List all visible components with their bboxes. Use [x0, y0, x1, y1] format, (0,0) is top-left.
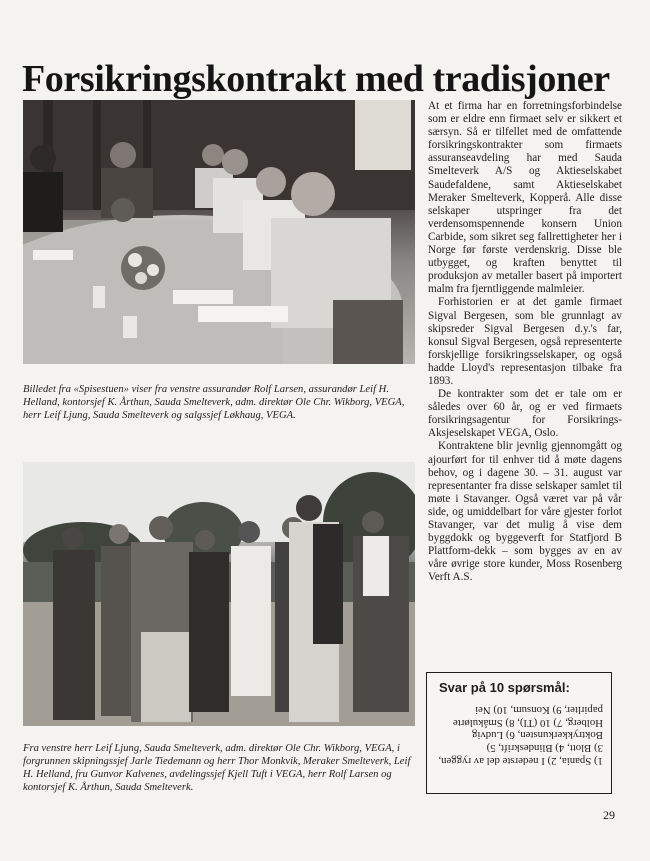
article-title: Forsikringskontrakt med tradisjoner: [22, 58, 610, 101]
article-body: [428, 100, 622, 584]
outdoor-group-caption: Fra venstre herr Leif Ljung, Sauda Smelteverk, adm. direktør Ole Chr. Wikborg, VEGA, i forgrunnen skipningssjef Jarle Tiedemann og herr Thor Monkvik, Meraker Smelteverk, Leif H. Helland, fru Gunvor Kalvenes, avdelingssjef Kjell Tuft i VEGA, herr Rolf Larsen og kontorsjef K. Årthun, Sauda Smelteverk.: [23, 742, 411, 794]
body-paragraph: At et firma har en forretningsforbindelse som er eldre enn firmaet selv er sikkert et særsyn. Så er tilfellet med de omfattende forsikringskontrakter som firmaets assuranseavdeling har med Sauda Smelteverk A/S og Aktieselskabet Saudefaldene, samt Aktieselskabet Meraker Smelteverk, Kopperå. Alle disse selskaper utspringer fra det verdensomspennende konsern Union Carbide, som sikret seg fallrettigheter her i Norge før første verdenskrig. Disse ble utbygget, og kraften benyttet til produksjon av metaller basert på importert malm fra fjerntliggende malmleier.: [428, 100, 622, 296]
body-paragraph: Forhistorien er at det gamle firmaet Sigval Bergesen, som ble grunnlagt av skipsreder Sigval Bergesen d.y.'s far, konsul Sigval Bergesen, også representerte forskjellige forsikringsselskaper, og også hadde Lloyd's representasjon tilbake fra 1893.: [428, 296, 622, 387]
quiz-title: Svar på 10 spørsmål:: [439, 680, 570, 695]
meeting-room-caption: Billedet fra «Spisestuen» viser fra venstre assurandør Rolf Larsen, assurandør Leif H. Helland, kontorsjef K. Årthun, Sauda Smelteverk, adm. direktør Ole Chr. Wikborg, VEGA, herr Leif Ljung, Sauda Smelteverk og salgssjef Løkhaug, VEGA.: [23, 383, 405, 421]
page-number: 29: [603, 808, 615, 822]
quiz-answer-box: [426, 672, 612, 794]
meeting-room-photo: [23, 100, 415, 364]
outdoor-group-photo: [23, 462, 415, 726]
body-paragraph: De kontrakter som det er tale om er således over 60 år, og er ved firmaets forsikringsagentur for Forsikrings-Aksjeselskapet VEGA, Oslo.: [428, 388, 622, 440]
quiz-answers-upside-down: 1) Spania, 2) I nederste del av ryggen, 3) Blott, 4) Blindeskrift, 5) Boktrykkerkunsten, 6) Ludvig Holberg, 7) 10 (TI), 8) Småkulørte papirlter, 9) Konsum, 10) Nei: [438, 703, 603, 767]
body-paragraph: Kontraktene blir jevnlig gjennomgått og ajourført for til enhver tid å møte dagens behov, og i dagene 30. – 31. august var representanter fra disse selskaper samlet til møte i Stavanger. Også været var på vår side, og umiddelbart for våre gjester forlot Stavanger, var det mulig å vise dem byggdokk og byggeverft for Statfjord B Plattform-dekk – som bygges av en av våre øvrige store kunder, Moss Rosenberg Verft A.S.: [428, 440, 622, 584]
